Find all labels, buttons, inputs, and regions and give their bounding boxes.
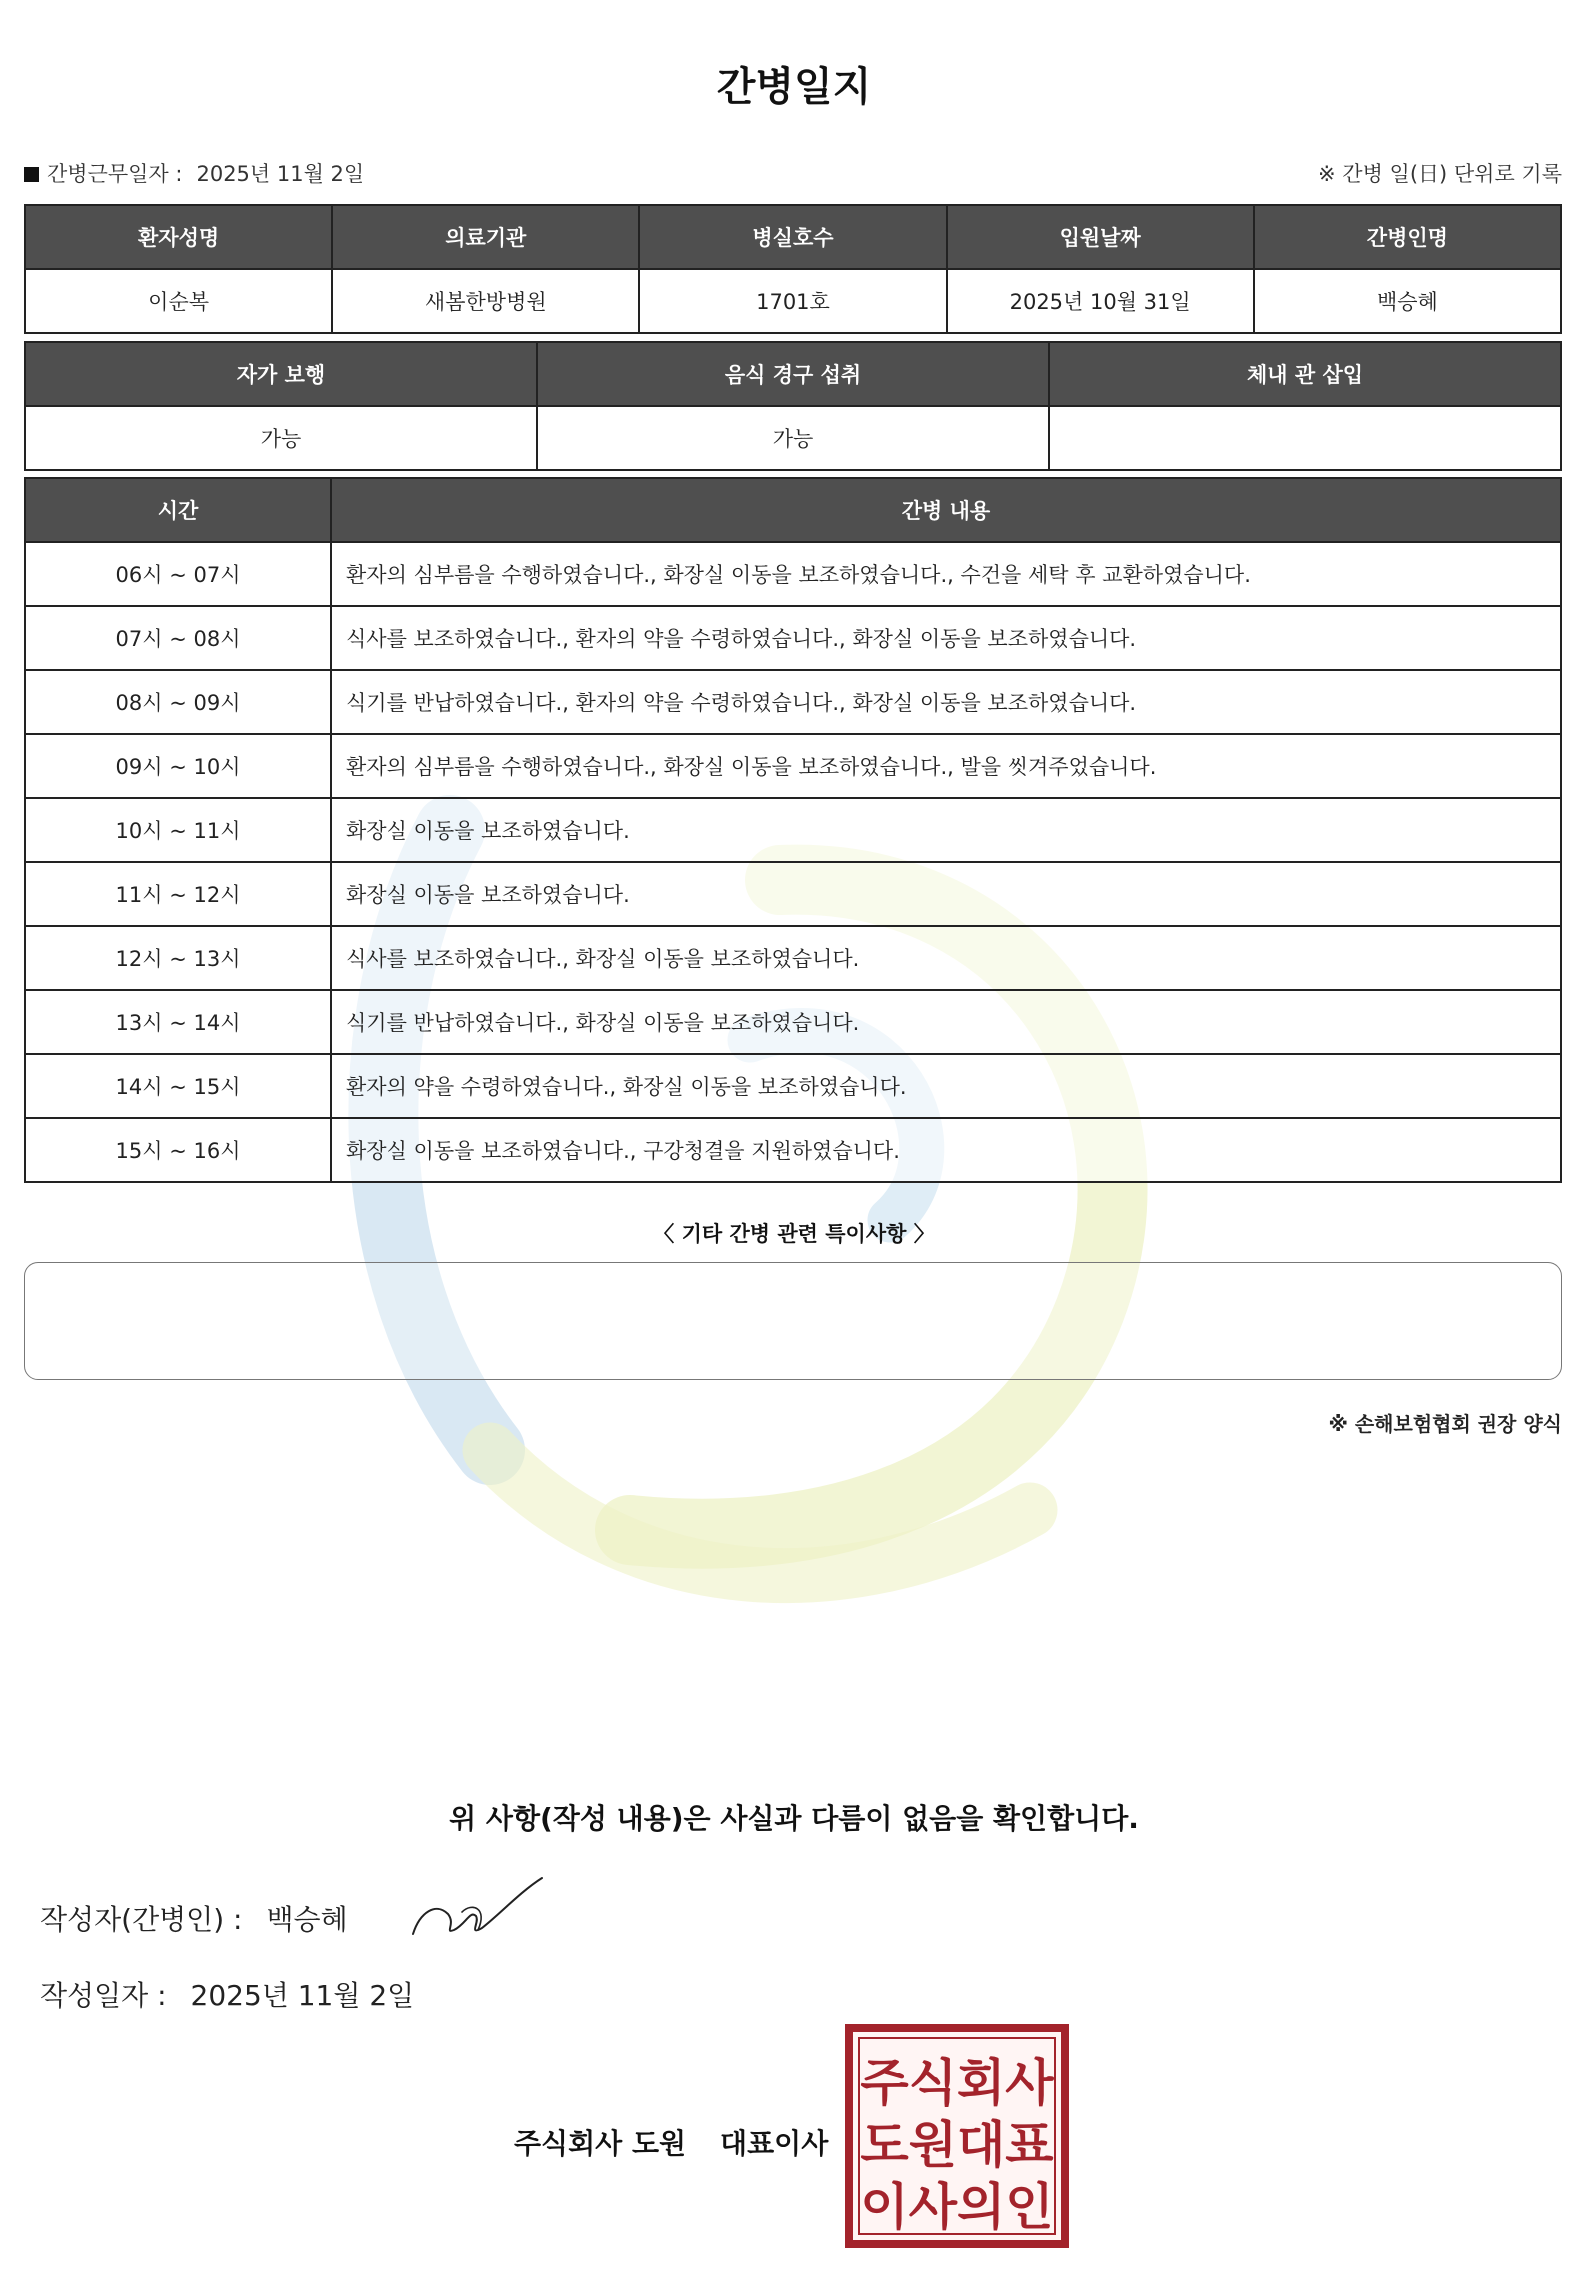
log-time: 10시 ~ 11시: [25, 798, 331, 862]
log-time: 15시 ~ 16시: [25, 1118, 331, 1182]
log-content: 화장실 이동을 보조하였습니다.: [331, 798, 1561, 862]
patient-name: 이순복: [25, 269, 332, 333]
header-caregiver-name: 간병인명: [1254, 205, 1561, 269]
header-admission-date: 입원날짜: [947, 205, 1254, 269]
seal-text-line-1: 주식회사: [860, 2054, 1054, 2112]
tube-insertion-value: [1049, 406, 1561, 470]
square-bullet-icon: [24, 167, 39, 182]
table-row: [25, 862, 1561, 926]
admission-date: 2025년 10월 31일: [947, 269, 1254, 333]
log-content: 식사를 보조하였습니다., 화장실 이동을 보조하였습니다.: [331, 926, 1561, 990]
table-row: [25, 269, 1561, 333]
special-notes-box: [24, 1262, 1562, 1380]
table-header-row: [25, 478, 1561, 542]
table-row: [25, 542, 1561, 606]
ceo-title: 대표이사: [720, 2127, 829, 2160]
table-header-row: [25, 205, 1561, 269]
table-header-row: [25, 342, 1561, 406]
table-row: [25, 1054, 1561, 1118]
log-content: 식기를 반납하였습니다., 환자의 약을 수령하였습니다., 화장실 이동을 보조하였습니다.: [331, 670, 1561, 734]
written-date-line: [40, 1974, 414, 2014]
company-name: 주식회사 도원: [514, 2127, 687, 2160]
log-time: 07시 ~ 08시: [25, 606, 331, 670]
caregiver-name: 백승혜: [1254, 269, 1561, 333]
writer-line: [40, 1898, 348, 1938]
log-content: 식사를 보조하였습니다., 환자의 약을 수령하였습니다., 화장실 이동을 보조하였습니다.: [331, 606, 1561, 670]
oral-intake-value: 가능: [537, 406, 1049, 470]
written-date-value: 2025년 11월 2일: [190, 1979, 415, 2012]
log-content: 환자의 약을 수령하였습니다., 화장실 이동을 보조하였습니다.: [331, 1054, 1561, 1118]
log-content: 식기를 반납하였습니다., 화장실 이동을 보조하였습니다.: [331, 990, 1561, 1054]
table-row: [25, 606, 1561, 670]
log-time: 09시 ~ 10시: [25, 734, 331, 798]
company-seal: [845, 2024, 1069, 2248]
work-date-line: [24, 158, 364, 188]
log-content: 환자의 심부름을 수행하였습니다., 화장실 이동을 보조하였습니다., 발을 씻겨주었습니다.: [331, 734, 1561, 798]
log-content: 환자의 심부름을 수행하였습니다., 화장실 이동을 보조하였습니다., 수건을 세탁 후 교환하였습니다.: [331, 542, 1561, 606]
log-time: 14시 ~ 15시: [25, 1054, 331, 1118]
log-time: 08시 ~ 09시: [25, 670, 331, 734]
patient-status-table: [24, 341, 1562, 471]
table-row: [25, 406, 1561, 470]
header-tube-insertion: 체내 관 삽입: [1049, 342, 1561, 406]
table-row: [25, 798, 1561, 862]
patient-info-table: [24, 204, 1562, 334]
self-walking-value: 가능: [25, 406, 537, 470]
table-row: [25, 990, 1561, 1054]
header-patient-name: 환자성명: [25, 205, 332, 269]
room-number: 1701호: [639, 269, 946, 333]
table-row: [25, 670, 1561, 734]
log-content: 화장실 이동을 보조하였습니다.: [331, 862, 1561, 926]
header-self-walking: 자가 보행: [25, 342, 537, 406]
care-log-table: [24, 477, 1562, 1183]
header-room-number: 병실호수: [639, 205, 946, 269]
header-time: 시간: [25, 478, 331, 542]
header-care-content: 간병 내용: [331, 478, 1561, 542]
association-form-note: ※ 손해보험협회 권장 양식: [1328, 1412, 1562, 1436]
page-title: 간병일지: [716, 64, 872, 110]
confirmation-statement: 위 사항(작성 내용)은 사실과 다름이 없음을 확인합니다.: [449, 1802, 1139, 1835]
table-row: [25, 734, 1561, 798]
writer-label: 작성자(간병인) :: [40, 1903, 243, 1936]
company-signature-line: [514, 2122, 828, 2162]
log-time: 11시 ~ 12시: [25, 862, 331, 926]
seal-text-line-3: 이사의인: [860, 2178, 1054, 2236]
signature-image: [408, 1872, 548, 1942]
log-content: 화장실 이동을 보조하였습니다., 구강청결을 지원하였습니다.: [331, 1118, 1561, 1182]
special-notes-title: 〈 기타 간병 관련 특이사항 〉: [653, 1222, 935, 1246]
work-date-label: 간병근무일자 :: [47, 162, 183, 186]
header-hospital: 의료기관: [332, 205, 639, 269]
written-date-label: 작성일자 :: [40, 1979, 167, 2012]
hospital-name: 새봄한방병원: [332, 269, 639, 333]
table-row: [25, 926, 1561, 990]
log-time: 13시 ~ 14시: [25, 990, 331, 1054]
log-time: 06시 ~ 07시: [25, 542, 331, 606]
record-unit-note: ※ 간병 일(日) 단위로 기록: [1318, 162, 1562, 186]
header-oral-intake: 음식 경구 섭취: [537, 342, 1049, 406]
table-row: [25, 1118, 1561, 1182]
work-date-value: 2025년 11월 2일: [196, 162, 365, 186]
seal-text-line-2: 도원대표: [860, 2116, 1054, 2174]
writer-name: 백승혜: [266, 1903, 348, 1936]
log-time: 12시 ~ 13시: [25, 926, 331, 990]
